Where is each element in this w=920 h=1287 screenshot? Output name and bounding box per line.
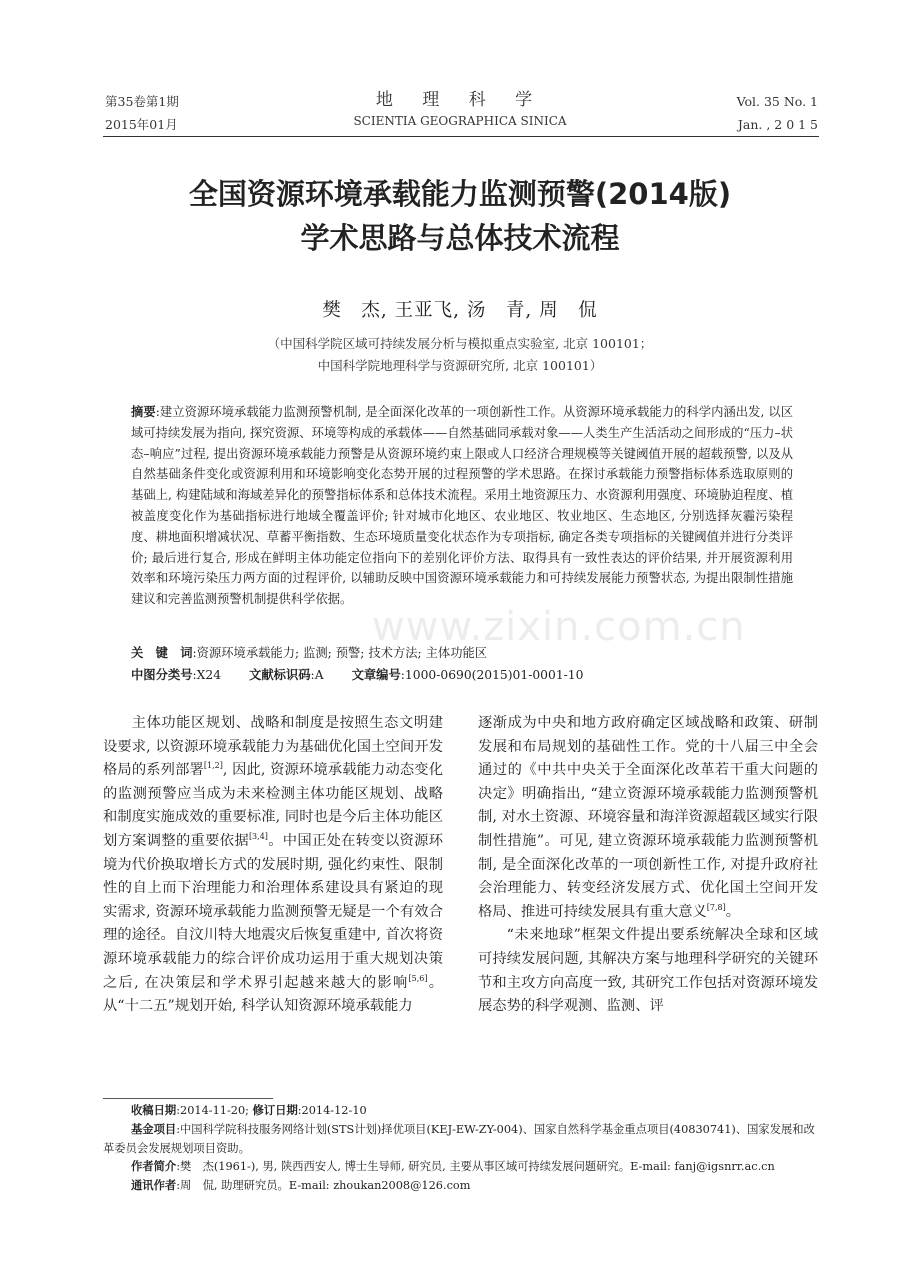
affiliation-line-1: （中国科学院区域可持续发展分析与模拟重点实验室, 北京 100101；	[267, 336, 653, 351]
title-line-1: 全国资源环境承载能力监测预警(2014版)	[188, 177, 732, 211]
citation-5-6: [5,6]	[408, 973, 428, 983]
header-rule	[103, 136, 819, 137]
keywords-text: :资源环境承载能力; 监测; 预警; 技术方法; 主体功能区	[192, 646, 488, 660]
affiliations	[0, 333, 920, 377]
running-header-right	[737, 90, 818, 136]
footnote-dates: 收稿日期:2014-11-20; 修订日期:2014-12-10	[131, 1104, 367, 1117]
volume-issue-en: Vol. 35 No. 1	[736, 94, 818, 109]
body-paragraph: “未来地球”框架文件提出要系统解决全球和区域可持续发展问题, 其解决方案与地理科学研究的关键环节和主攻方向高度一致, 其研究工作包括对资源环境发展态势的科学观测、监测、评	[478, 927, 818, 1015]
footnote-corresponding-author: 通讯作者:周 侃, 助理研究员。E-mail: zhoukan2008@126.com	[131, 1179, 471, 1193]
abstract	[131, 402, 793, 610]
journal-name-cn: 地 理 科 学	[375, 90, 545, 110]
footnotes	[103, 1102, 819, 1196]
date-cn: 2015年01月	[105, 117, 178, 132]
body-column-left	[103, 712, 443, 1019]
body-paragraph-continued: 逐渐成为中央和地方政府确定区域战略和政策、研制发展和布局规划的基础性工作。党的十八届三中全会通过的《中共中央关于全面深化改革若干重大问题的决定》明确指出, “建立资源环境承载能力监测预警机制, 对水土资源、环境容量和海洋资源超载区域实行限制性措施”。可见, 建立资源环境承载能力监测预警机制, 是全面深化改革的一项创新性工作, 对提升政府社会治理能力、转变经济发展方式、优化国土空间开发格局、推进可持续发展具有重大意义[7,8]。	[478, 715, 818, 920]
abstract-label: 摘要	[131, 405, 156, 419]
authors: 樊 杰, 王亚飞, 汤 青, 周 侃	[322, 300, 598, 321]
journal-name-en: SCIENTIA GEOGRAPHICA SINICA	[353, 114, 567, 128]
body-paragraph: 主体功能区规划、战略和制度是按照生态文明建设要求, 以资源环境承载能力为基础优化国土空间开发格局的系列部署[1,2], 因此, 资源环境承载能力动态变化的监测预警应当成为未来检测主体功能区规划、战略和制度实施成效的重要标准, 同时也是今后主体功能区划方案调整的重要依据[3,4]。中国正处在转变以资源环境为代价换取增长方式的发展时期, 强化约束性、限制性的自上而下治理能力和治理体系建设具有紧迫的现实需求, 资源环境承载能力监测预警无疑是一个有效合理的途径。自汶川特大地震灾后恢复重建中, 首次将资源环境承载能力的综合评价成功运用于重大规划决策之后, 在决策层和学术界引起越来越大的影响[5,6]。从“十二五”规划开始, 科学认知资源环境承载能力	[103, 715, 444, 1015]
watermark: www.zixin.com.cn	[372, 604, 746, 650]
date-en: Jan. , 2 0 1 5	[737, 117, 818, 132]
classification-line	[131, 665, 793, 685]
doc-code-value: :A	[310, 668, 324, 682]
citation-3-4: [3,4]	[248, 832, 268, 842]
volume-issue-cn: 第35卷第1期	[105, 94, 179, 109]
abstract-text: :建立资源环境承载能力监测预警机制, 是全面深化改革的一项创新性工作。从资源环境承载能力的科学内涵出发, 以区域可持续发展为指向, 探究资源、环境等构成的承载体——自然基础同承载对象——人类生产生活活动之间形成的“压力–状态–响应”过程, 提出资源环境承载能力预警是从资源环境约束上限或人口经济合理规模等关键阈值开展的超载预警, 以及从自然基础条件变化或资源利用和环境影响变化态势开展的过程预警的学术思路。在探讨承载能力预警指标体系选取原则的基础上, 构建陆域和海域差异化的预警指标体系和总体技术流程。采用土地资源压力、水资源利用强度、环境胁迫程度、植被盖度变化作为基础指标进行地域全覆盖评价; 针对城市化地区、农业地区、牧业地区、生态地区, 分别选择灰霾污染程度、耕地面积增减状况、草蓄平衡指数、生态环境质量变化状态作为专项指标, 确定各类专项指标的关键阈值并进行分类评价; 最后进行复合, 形成在鲜明主体功能定位指向下的差别化评价方法、取得具有一致性表达的评价结果, 并开展资源利用效率和环境污染压力两方面的过程评价, 以辅助反映中国资源环境承载能力和可持续发展能力预警状态, 为提出限制性措施建议和完善监测预警机制提供科学依据。	[131, 405, 793, 607]
footnote-rule	[103, 1098, 273, 1099]
article-number-label: 文章编号	[351, 668, 401, 682]
body-column-right	[478, 712, 818, 1019]
keywords-label: 关 键 词	[131, 646, 193, 660]
citation-7-8: [7,8]	[706, 902, 726, 912]
footnote-author-bio: 作者简介:樊 杰(1961-), 男, 陕西西安人, 博士生导师, 研究员, 主要从事区域可持续发展问题研究。E-mail: fanj@igsnrr.ac.cn	[131, 1160, 775, 1174]
doc-code-label: 文献标识码	[249, 668, 311, 682]
footnote-funding: 基金项目:中国科学院科技服务网络计划(STS计划)择优项目(KEJ-EW-ZY-004)、国家自然科学基金重点项目(40830741)、国家发展和改革委员会发展规划项目资助。	[103, 1122, 815, 1155]
clc-value: :X24	[192, 668, 222, 682]
clc-label: 中图分类号	[131, 668, 193, 682]
title-line-2: 学术思路与总体技术流程	[300, 221, 620, 255]
article-number-value: :1000-0690(2015)01-0001-10	[400, 668, 584, 682]
citation-1-2: [1,2]	[203, 761, 223, 771]
affiliation-line-2: 中国科学院地理科学与资源研究所, 北京 100101）	[317, 358, 603, 373]
paper-title	[0, 172, 920, 260]
